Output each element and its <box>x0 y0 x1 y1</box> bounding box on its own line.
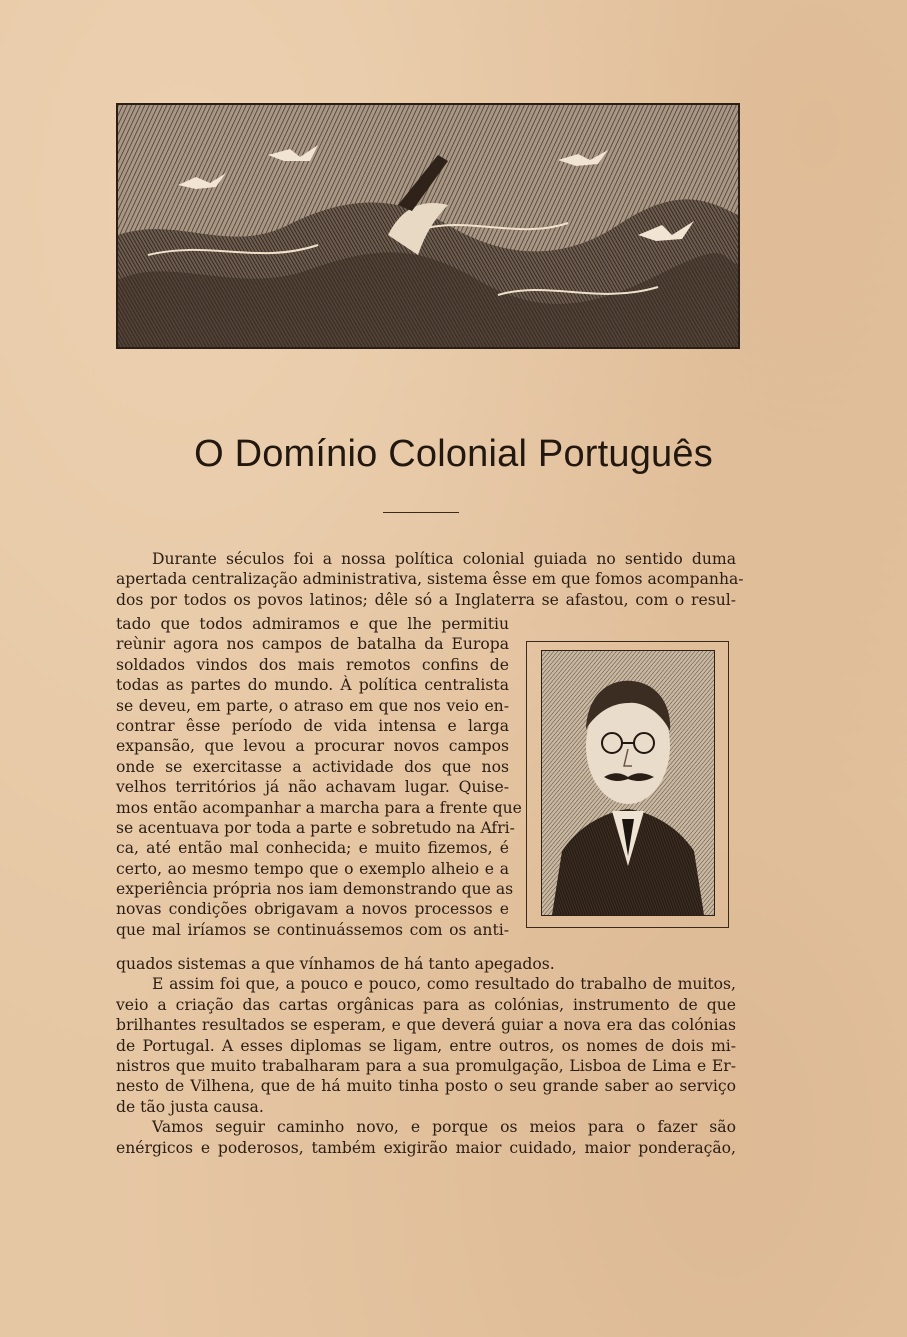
text-line: todas as partes do mundo. À política centralista <box>116 676 509 695</box>
text-line: velhos territórios já não achavam lugar. Quise- <box>116 778 509 797</box>
text-line: brilhantes resultados se esperam, e que deverá guiar a nova era das colónias <box>116 1016 736 1035</box>
text-line: tado que todos admiramos e que lhe permitiu <box>116 615 509 633</box>
text-line: mos então acompanhar a marcha para a frente que <box>116 798 522 817</box>
text-line: certo, ao mesmo tempo que o exemplo alheio e a <box>116 859 509 878</box>
text-line: novas condições obrigavam a novos processos e <box>116 900 509 919</box>
text-line: experiência própria nos iam demonstrando que as <box>116 880 514 899</box>
paragraph-bottom <box>116 954 736 1158</box>
text-line: se deveu, em parte, o atraso em que nos veio en- <box>116 696 509 715</box>
seagulls-engraving <box>116 103 740 349</box>
text-line: nesto de Vilhena, que de há muito tinha posto o seu grande saber ao serviço <box>116 1077 736 1096</box>
text-line: apertada centralização administrativa, sistema êsse em que fomos acompanha- <box>116 570 744 589</box>
text-line: E assim foi que, a pouco e pouco, como resultado do trabalho de muitos, <box>152 975 736 994</box>
text-line: se acentuava por toda a parte e sobretudo na Afri- <box>116 818 515 837</box>
text-line: expansão, que levou a procurar novos campos <box>116 737 509 756</box>
text-line: veio a criação das cartas orgânicas para as colónias, instrumento de que <box>116 995 736 1014</box>
text-line: ca, até então mal conhecida; e muito fizemos, é <box>116 839 509 858</box>
text-line: contrar êsse período de vida intensa e larga <box>116 716 509 735</box>
text-line: de tão justa causa. <box>116 1097 264 1116</box>
text-line: reùnir agora nos campos de batalha da Europa <box>116 635 509 654</box>
text-line: quados sistemas a que vínhamos de há tanto apegados. <box>116 955 555 973</box>
paragraph-left-column <box>116 614 522 940</box>
text-line: Durante séculos foi a nossa política colonial guiada no sentido duma <box>152 550 736 568</box>
title-divider <box>383 512 459 513</box>
text-line: enérgicos e poderosos, também exigirão maior cuidado, maior ponderação, <box>116 1138 736 1157</box>
text-line: de Portugal. A esses diplomas se ligam, entre outros, os nomes de dois mi- <box>116 1036 736 1055</box>
text-line: Vamos seguir caminho novo, e porque os meios para o fazer são <box>152 1118 736 1137</box>
text-line: nistros que muito trabalharam para a sua promulgação, Lisboa de Lima e Er- <box>116 1056 736 1075</box>
text-line: dos por todos os povos latinos; dêle só a Inglaterra se afastou, com o resul- <box>116 590 736 609</box>
paragraph-top <box>116 549 744 610</box>
text-line: onde se exercitasse a actividade dos que nos <box>116 757 509 776</box>
portrait-frame <box>526 641 729 928</box>
portrait-engraving <box>541 650 715 916</box>
text-line: que mal iríamos se continuássemos com os anti- <box>116 920 509 939</box>
article-title: O Domínio Colonial Português <box>194 433 713 475</box>
text-line: soldados vindos dos mais remotos confins de <box>116 655 509 674</box>
